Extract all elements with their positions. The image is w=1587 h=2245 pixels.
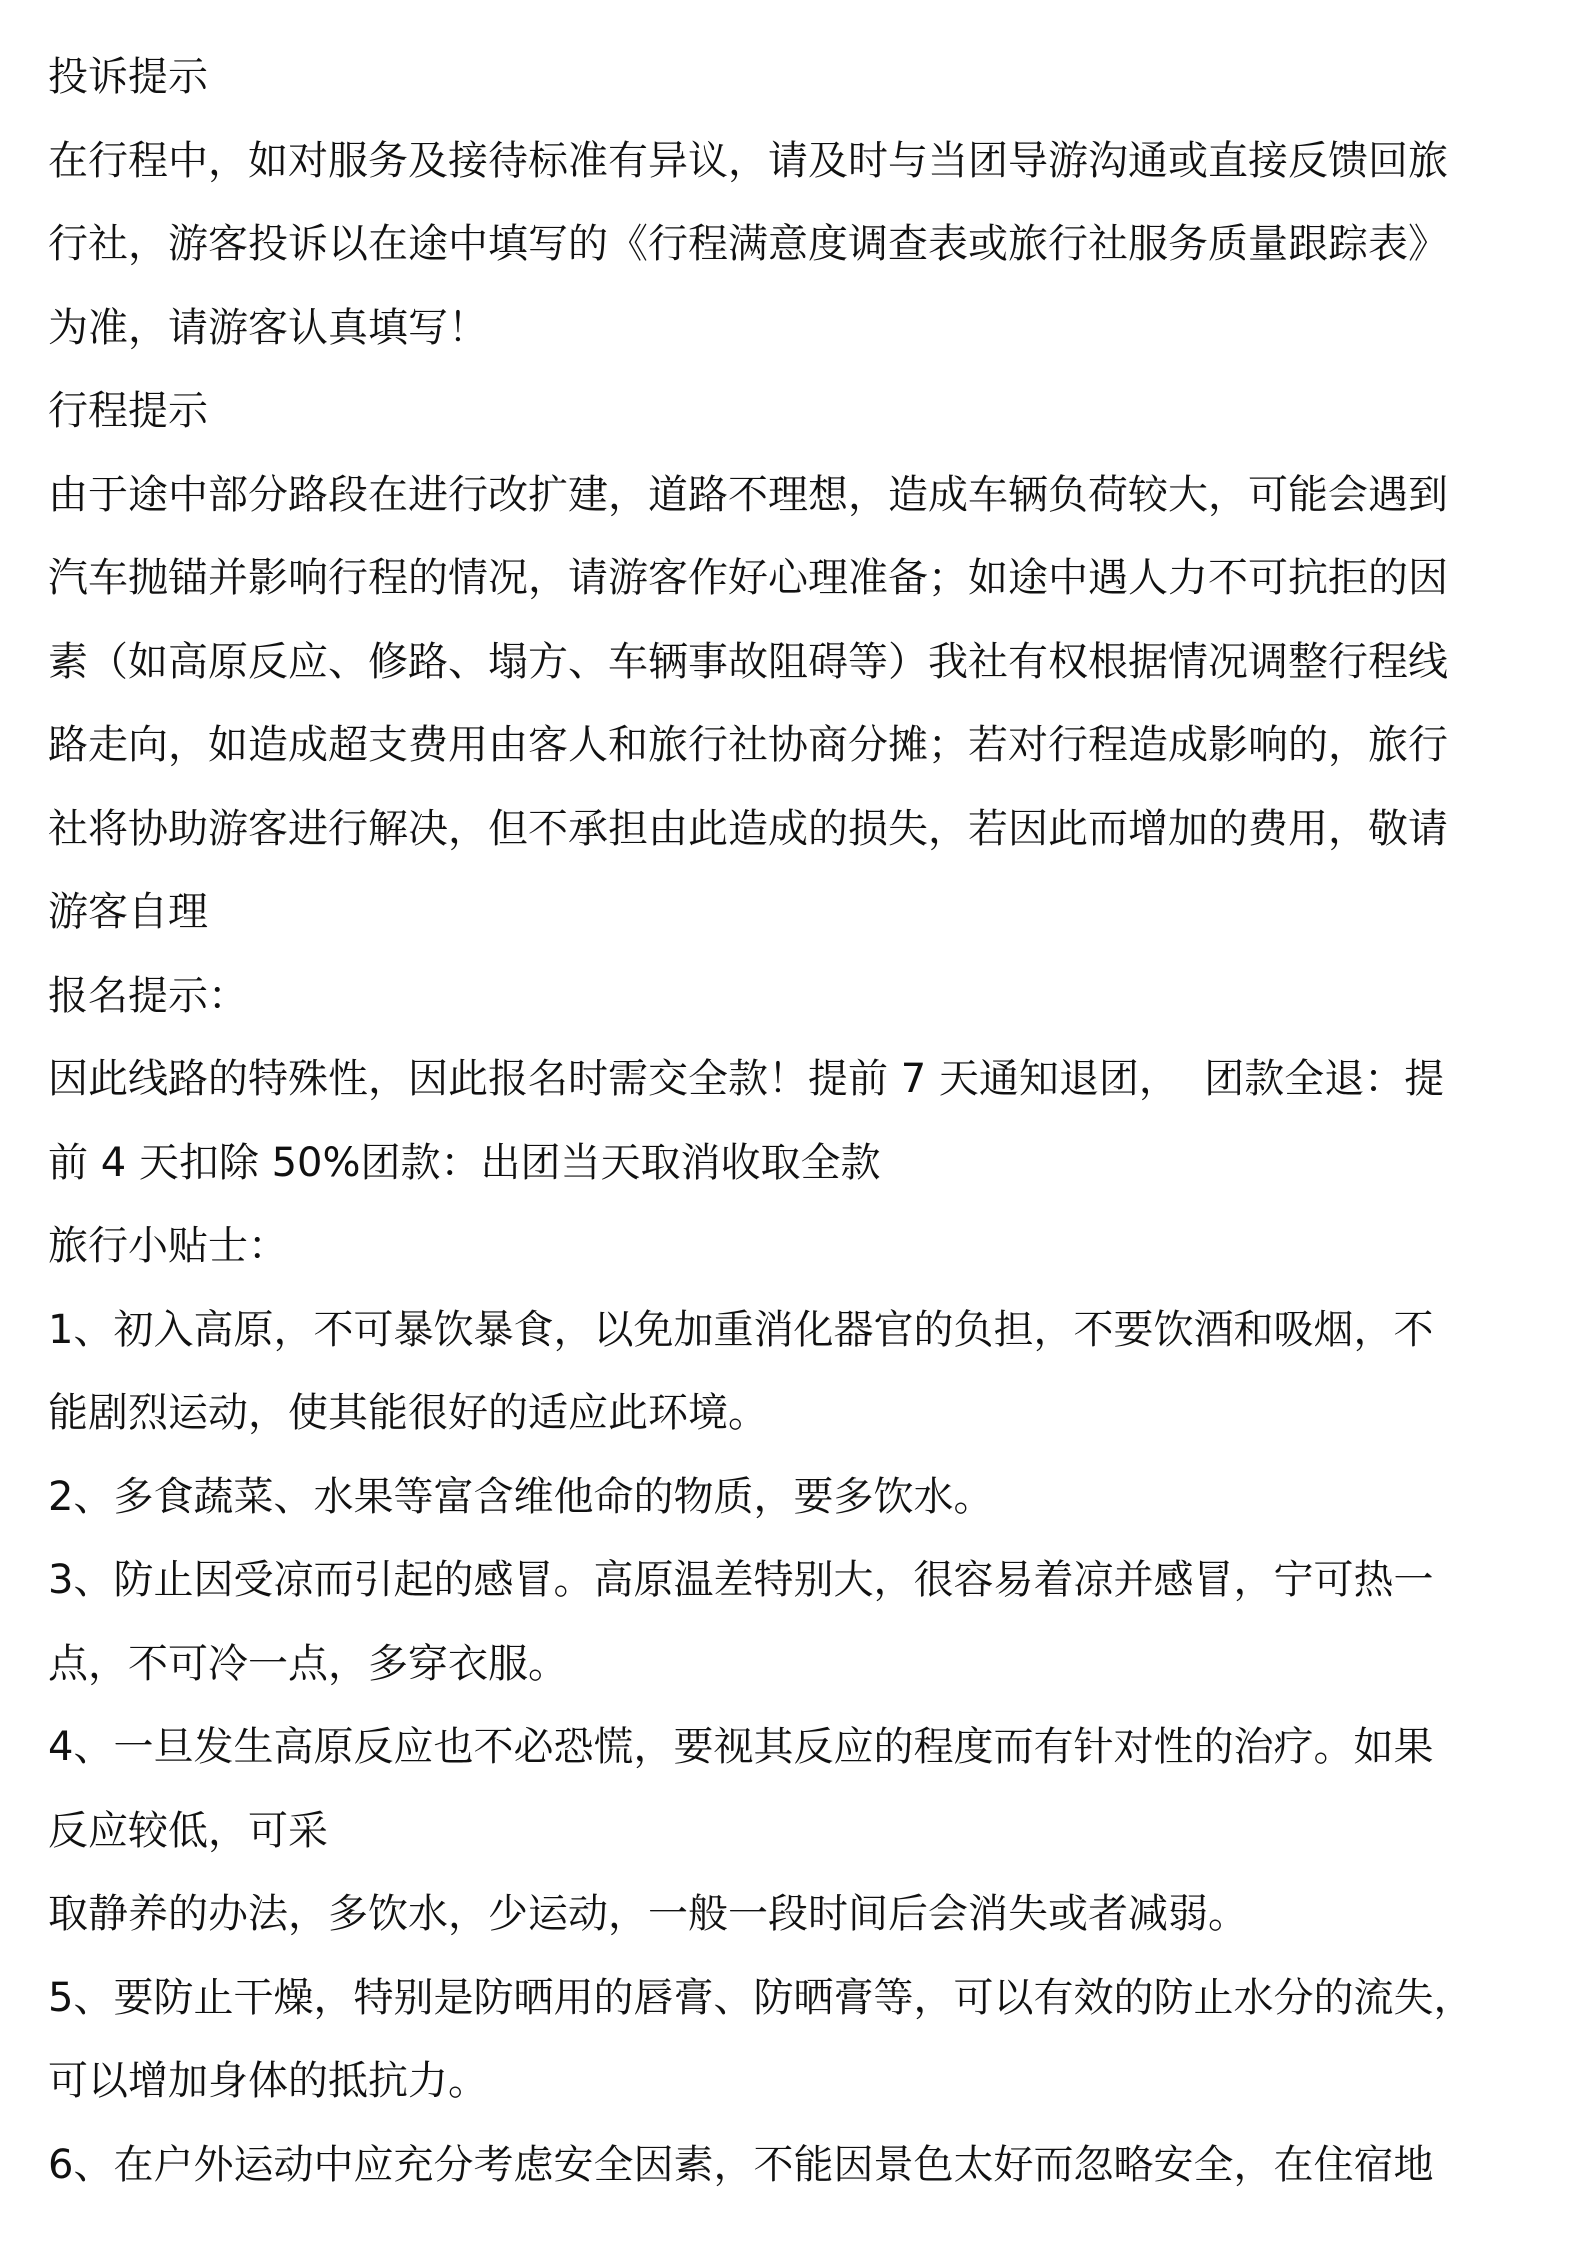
heading-registration-tips: 报名提示： — [48, 972, 248, 1019]
list-item-line: 2、多食蔬菜、水果等富含维他命的物质，要多饮水。 — [48, 1473, 994, 1520]
paragraph-line: 由于途中部分路段在进行改扩建，道路不理想，造成车辆负荷较大，可能会遇到 — [48, 471, 1448, 518]
paragraph-line: 前 4 天扣除 50%团款：出团当天取消收取全款 — [48, 1139, 881, 1186]
list-item-line: 能剧烈运动，使其能很好的适应此环境。 — [48, 1390, 768, 1436]
list-item-line: 5、要防止干燥，特别是防晒用的唇膏、防晒膏等，可以有效的防止水分的流失， — [48, 1974, 1474, 2021]
list-item-line: 1、初入高原，不可暴饮暴食，以免加重消化器官的负担，不要饮酒和吸烟，不 — [48, 1306, 1434, 1353]
list-item-line: 反应较低，可采 — [48, 1807, 328, 1854]
paragraph-line: 路走向，如造成超支费用由客人和旅行社协商分摊；若对行程造成影响的，旅行 — [48, 722, 1448, 768]
paragraph-line: 汽车抛锚并影响行程的情况，请游客作好心理准备；如途中遇人力不可抗拒的因 — [48, 555, 1448, 601]
list-item-line: 可以增加身体的抵抗力。 — [48, 2058, 488, 2104]
list-item-line: 6、在户外运动中应充分考虑安全因素，不能因景色太好而忽略安全，在住宿地 — [48, 2141, 1434, 2188]
list-item-line: 4、一旦发生高原反应也不必恐慌，要视其反应的程度而有针对性的治疗。如果 — [48, 1724, 1434, 1770]
paragraph-line: 在行程中，如对服务及接待标准有异议，请及时与当团导游沟通或直接反馈回旅 — [48, 137, 1448, 184]
heading-travel-tips: 旅行小贴士： — [48, 1223, 288, 1269]
paragraph-line: 素（如高原反应、修路、塌方、车辆事故阻碍等）我社有权根据情况调整行程线 — [48, 638, 1448, 685]
heading-itinerary-tips: 行程提示 — [48, 388, 208, 434]
list-item-line: 3、防止因受凉而引起的感冒。高原温差特别大，很容易着凉并感冒，宁可热一 — [48, 1557, 1434, 1603]
paragraph-line: 为准，请游客认真填写！ — [48, 304, 488, 351]
list-item-line: 点，不可冷一点，多穿衣服。 — [48, 1640, 568, 1687]
paragraph-line: 行社，游客投诉以在途中填写的《行程满意度调查表或旅行社服务质量跟踪表》 — [48, 221, 1448, 267]
paragraph-line: 因此线路的特殊性，因此报名时需交全款！提前 7 天通知退团， 团款全退：提 — [48, 1056, 1445, 1102]
paragraph-line: 游客自理 — [48, 889, 208, 935]
list-item-line: 取静养的办法，多饮水，少运动，一般一段时间后会消失或者减弱。 — [48, 1891, 1248, 1937]
paragraph-line: 社将协助游客进行解决，但不承担由此造成的损失，若因此而增加的费用，敬请 — [48, 805, 1448, 852]
heading-complaint-tips: 投诉提示 — [48, 54, 208, 100]
